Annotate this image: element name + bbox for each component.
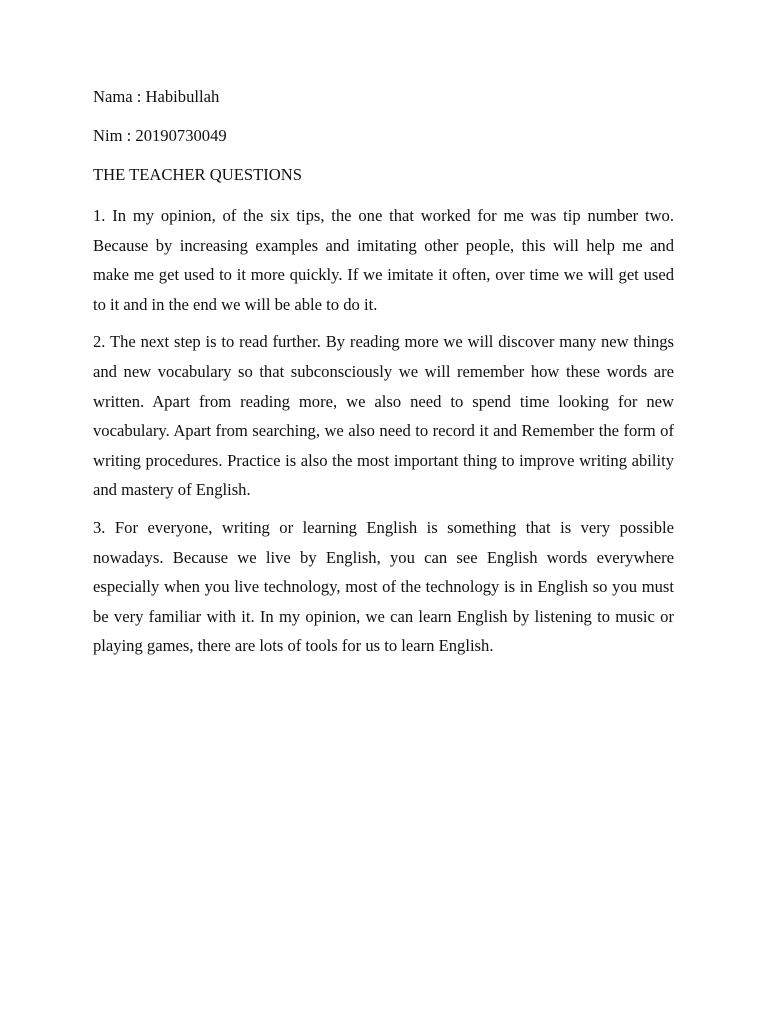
document-title: THE TEACHER QUESTIONS	[93, 165, 302, 184]
answer-paragraph-1: 1. In my opinion, of the six tips, the one that worked for me was tip number two. Because by increasing examples and imitating other people, this will help me and make me get used to it more quickly. If we imitate it often, over time we will get used to it and in the end we will be able to do it.	[93, 206, 674, 314]
document-page	[93, 84, 674, 669]
answer-paragraph-3: 3. For everyone, writing or learning English is something that is very possible nowadays. Because we live by English, you can see English words everywhere especially when you live technology, most of the technology is in English so you must be very familiar with it. In my opinion, we can learn English by listening to music or playing games, there are lots of tools for us to learn English.	[93, 517, 674, 656]
student-id: Nim : 20190730049	[93, 126, 227, 145]
answer-paragraph-2: 2. The next step is to read further. By reading more we will discover many new things and new vocabulary so that subconsciously we will remember how these words are written. Apart from reading more, we also need to spend time looking for new vocabulary. Apart from searching, we also need to record it and Remember the form of writing procedures. Practice is also the most important thing to improve writing ability and mastery of English.	[93, 332, 674, 500]
student-name: Nama : Habibullah	[93, 87, 220, 106]
